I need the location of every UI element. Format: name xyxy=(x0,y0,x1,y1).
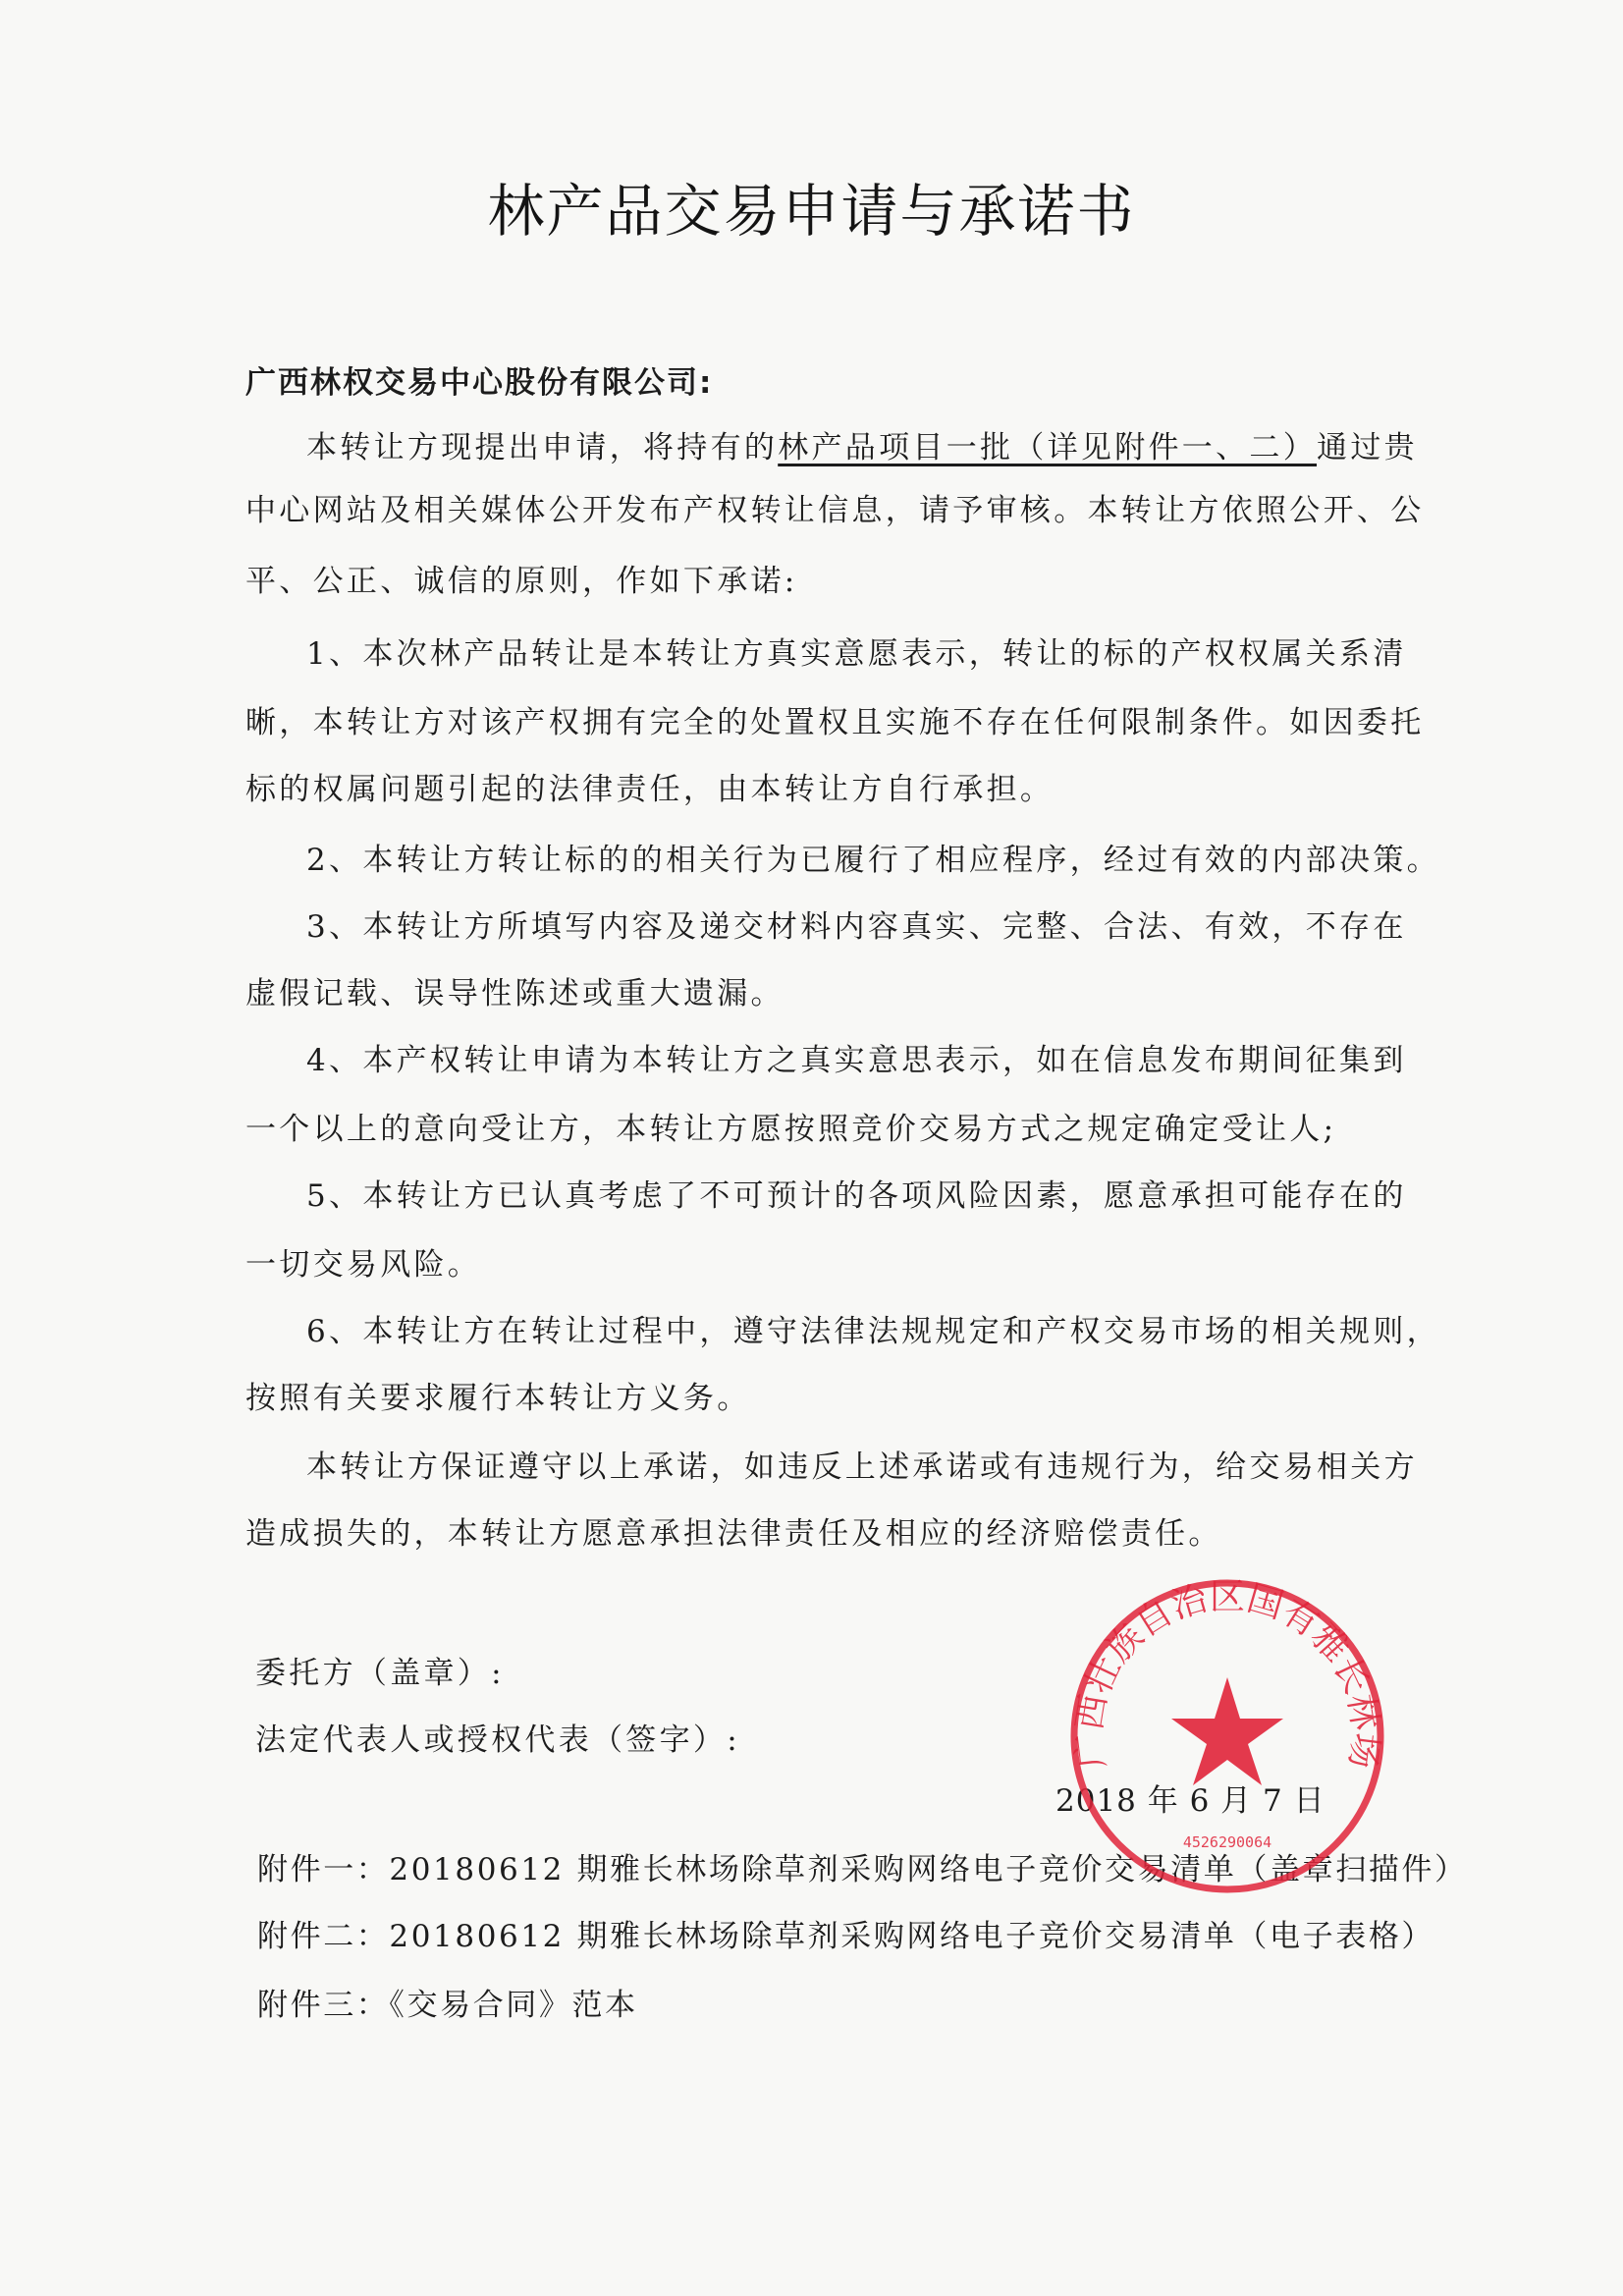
addressee: 广西林权交易中心股份有限公司: xyxy=(245,365,714,401)
clause-4-line-1: 4、本产权转让申请为本转让方之真实意思表示，如在信息发布期间征集到 xyxy=(306,1043,1407,1078)
clause-5-line-1: 5、本转让方已认真考虑了不可预计的各项风险因素，愿意承担可能存在的 xyxy=(306,1178,1407,1214)
clause-4-line-2: 一个以上的意向受让方，本转让方愿按照竞价交易方式之规定确定受让人; xyxy=(245,1112,1337,1147)
document-date: 2018 年 6 月 7 日 xyxy=(1055,1783,1325,1819)
clause-6-line-2: 按照有关要求履行本转让方义务。 xyxy=(245,1381,751,1416)
intro-text-before: 本转让方现提出申请，将持有的 xyxy=(306,430,779,465)
clause-3-line-1: 3、本转让方所填写内容及递交材料内容真实、完整、合法、有效，不存在 xyxy=(306,909,1407,945)
clause-5-line-2: 一切交易风险。 xyxy=(245,1247,482,1283)
attachment-1: 附件一：20180612 期雅长林场除草剂采购网络电子竞价交易清单（盖章扫描件） xyxy=(257,1852,1468,1887)
attachment-2: 附件二：20180612 期雅长林场除草剂采购网络电子竞价交易清单（电子表格） xyxy=(257,1919,1435,1954)
seal-star-icon xyxy=(1171,1677,1283,1785)
principal-seal-label: 委托方（盖章）: xyxy=(255,1656,505,1691)
seal-number: 4526290064 xyxy=(1182,1833,1272,1851)
clause-6-line-1: 6、本转让方在转让过程中，遵守法律法规规定和产权交易市场的相关规则， xyxy=(306,1314,1440,1349)
document-title: 林产品交易申请与承诺书 xyxy=(487,178,1136,245)
official-seal-stamp xyxy=(1060,1569,1394,1903)
intro-text-after: 通过贵 xyxy=(1317,430,1418,465)
project-underlined: 林产品项目一批（详见附件一、二） xyxy=(778,430,1318,465)
representative-signature-label: 法定代表人或授权代表（签字）: xyxy=(255,1722,740,1758)
clause-1-line-2: 晰，本转让方对该产权拥有完全的处置权且实施不存在任何限制条件。如因委托 xyxy=(245,705,1425,740)
clause-3-line-2: 虚假记载、误导性陈述或重大遗漏。 xyxy=(245,976,784,1011)
intro-line-2: 中心网站及相关媒体公开发布产权转让信息，请予审核。本转让方依照公开、公 xyxy=(245,493,1425,528)
intro-line-3: 平、公正、诚信的原则，作如下承诺: xyxy=(245,564,798,599)
closing-line-1: 本转让方保证遵守以上承诺，如违反上述承诺或有违规行为，给交易相关方 xyxy=(306,1449,1418,1485)
attachment-3: 附件三：《交易合同》范本 xyxy=(257,1988,638,2023)
clause-1-line-1: 1、本次林产品转让是本转让方真实意愿表示，转让的标的产权权属关系清 xyxy=(306,636,1407,672)
closing-line-2: 造成损失的，本转让方愿意承担法律责任及相应的经济赔偿责任。 xyxy=(245,1516,1222,1552)
intro-line-1 xyxy=(306,422,1418,466)
clause-1-line-3: 标的权属问题引起的法律责任，由本转让方自行承担。 xyxy=(245,772,1055,807)
seal-text: 广西壮族自治区国有雅长林场 xyxy=(1068,1577,1386,1771)
clause-2-line-1: 2、本转让方转让标的的相关行为已履行了相应程序，经过有效的内部决策。 xyxy=(306,843,1440,878)
